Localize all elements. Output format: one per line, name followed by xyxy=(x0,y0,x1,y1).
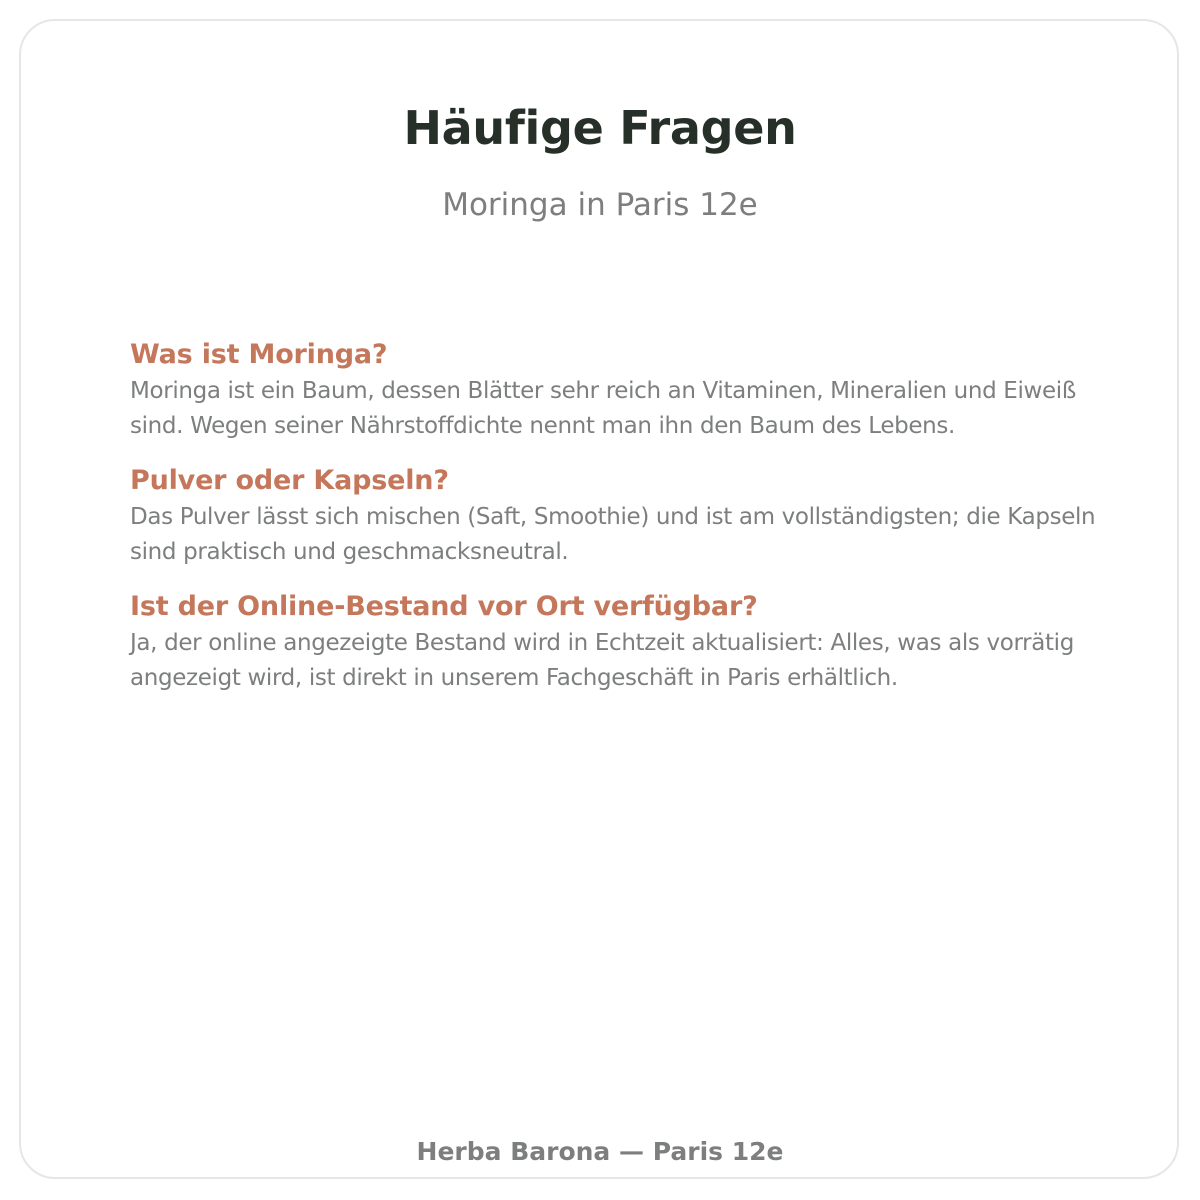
footer-brand: Herba Barona — Paris 12e xyxy=(416,1137,784,1166)
page-title: Häufige Fragen xyxy=(403,101,797,155)
faq-answer: Moringa ist ein Baum, dessen Blätter sehr reich an Vitaminen, Mineralien und Eiweiß sind. Wegen seiner Nährstoffdichte nennt man ihn den Baum des Lebens. xyxy=(130,378,1076,439)
faq-item-moringa xyxy=(130,336,1105,444)
faq-question: Ist der Online-Bestand vor Ort verfügbar? xyxy=(130,591,758,622)
faq-answer: Das Pulver lässt sich mischen (Saft, Smoothie) und ist am vollständigsten; die Kapseln sind praktisch und geschmacksneutral. xyxy=(130,504,1096,565)
faq-answer: Ja, der online angezeigte Bestand wird in Echtzeit aktualisiert: Alles, was als vorrätig angezeigt wird, ist direkt in unserem Fachgeschäft in Paris erhältlich. xyxy=(130,630,1074,691)
faq-item-powder-or-capsules xyxy=(130,462,1105,570)
faq-question: Was ist Moringa? xyxy=(130,339,388,370)
faq-list xyxy=(130,336,1105,714)
faq-item-online-stock xyxy=(130,588,1105,696)
faq-question: Pulver oder Kapseln? xyxy=(130,465,449,496)
page-subtitle: Moringa in Paris 12e xyxy=(442,187,758,223)
